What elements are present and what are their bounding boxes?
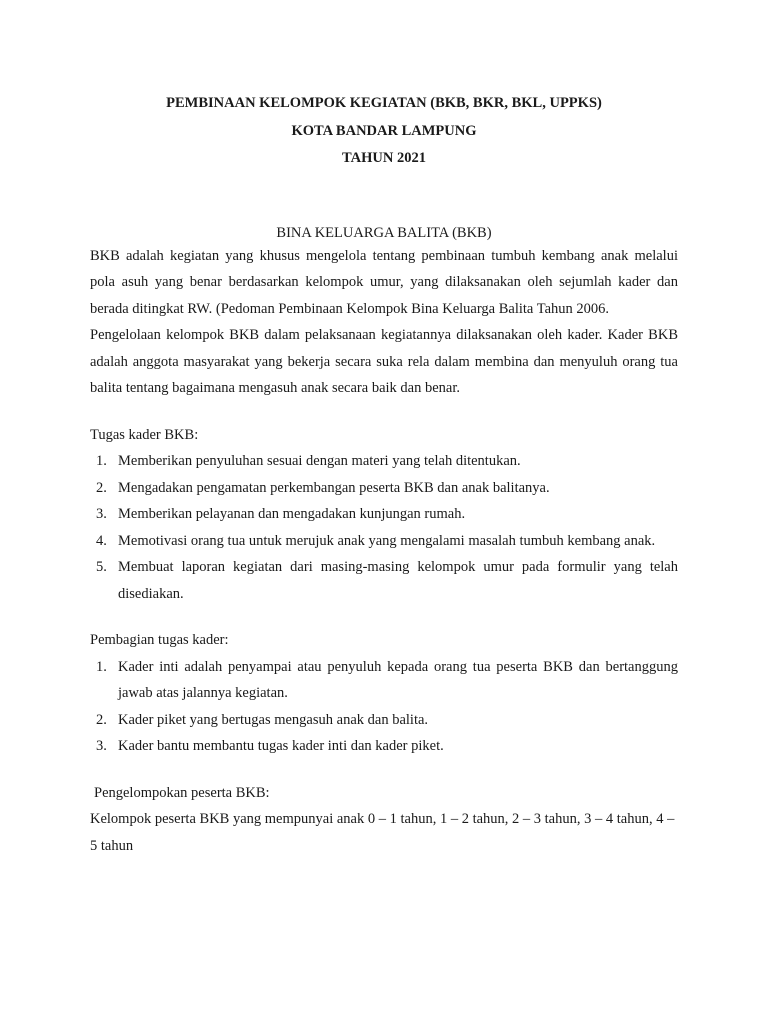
- list-item: [90, 501, 678, 528]
- title-line-1: PEMBINAAN KELOMPOK KEGIATAN (BKB, BKR, BKL, UPPKS): [166, 95, 602, 111]
- title-line-2: KOTA BANDAR LAMPUNG: [291, 122, 477, 139]
- list-item: [90, 554, 678, 607]
- list-number: 3.: [96, 738, 107, 754]
- document-title: [90, 0, 678, 173]
- paragraph-definition: BKB adalah kegiatan yang khusus mengelola tentang pembinaan tumbuh kembang anak melalui pola asuh yang benar berdasarkan kelompok umur, yang dilaksanakan oleh sejumlah kader dan berada ditingkat RW. (Pedoman Pembinaan Kelompok Bina Keluarga Balita Tahun 2006.: [90, 247, 678, 317]
- section-title: BINA KELUARGA BALITA (BKB): [276, 224, 492, 241]
- list-item: [90, 448, 678, 475]
- list-item-text: Kader inti adalah penyampai atau penyuluh kepada orang tua peserta BKB dan bertanggung jawab atas jalannya kegiatan.: [118, 658, 678, 701]
- list-item-text: Memberikan pelayanan dan mengadakan kunjungan rumah.: [118, 506, 466, 522]
- list-item-text: Membuat laporan kegiatan dari masing-masing kelompok umur pada formulir yang telah disediakan.: [118, 559, 678, 602]
- list-number: 2.: [96, 479, 107, 496]
- list-item: [90, 707, 678, 734]
- list-item-text: Memotivasi orang tua untuk merujuk anak yang mengalami masalah tumbuh kembang anak.: [118, 532, 656, 549]
- tugas-heading: Tugas kader BKB:: [90, 426, 199, 443]
- list-number: 5.: [96, 559, 107, 575]
- list-number: 1.: [96, 658, 107, 675]
- pengelompokan-heading: Pengelompokan peserta BKB:: [94, 784, 270, 801]
- pengelompokan-text: Kelompok peserta BKB yang mempunyai anak 0 – 1 tahun, 1 – 2 tahun, 2 – 3 tahun, 3 – 4 tahun, 4 – 5 tahun: [90, 811, 675, 854]
- list-item: [90, 654, 678, 707]
- list-number: 4.: [96, 532, 107, 549]
- list-item-text: Memberikan penyuluhan sesuai dengan materi yang telah ditentukan.: [118, 453, 521, 469]
- list-item: [90, 733, 678, 760]
- list-number: 2.: [96, 711, 107, 728]
- list-item: [90, 475, 678, 502]
- list-number: 1.: [96, 453, 107, 469]
- list-item-text: Kader piket yang bertugas mengasuh anak dan balita.: [118, 711, 429, 728]
- pembagian-list: [90, 654, 678, 760]
- list-item-text: Mengadakan pengamatan perkembangan peserta BKB dan anak balitanya.: [118, 479, 550, 496]
- list-item-text: Kader bantu membantu tugas kader inti dan kader piket.: [118, 738, 444, 754]
- list-number: 3.: [96, 506, 107, 522]
- title-line-3: TAHUN 2021: [342, 150, 426, 166]
- pembagian-heading: Pembagian tugas kader:: [90, 632, 229, 648]
- tugas-list: [90, 448, 678, 607]
- list-item: [90, 528, 678, 555]
- paragraph-management: Pengelolaan kelompok BKB dalam pelaksanaan kegiatannya dilaksanakan oleh kader. Kader BKB adalah anggota masyarakat yang bekerja secara suka rela dalam membina dan menyuluh orang tua balita tentang bagaimana mengasuh anak secara baik dan benar.: [90, 327, 678, 396]
